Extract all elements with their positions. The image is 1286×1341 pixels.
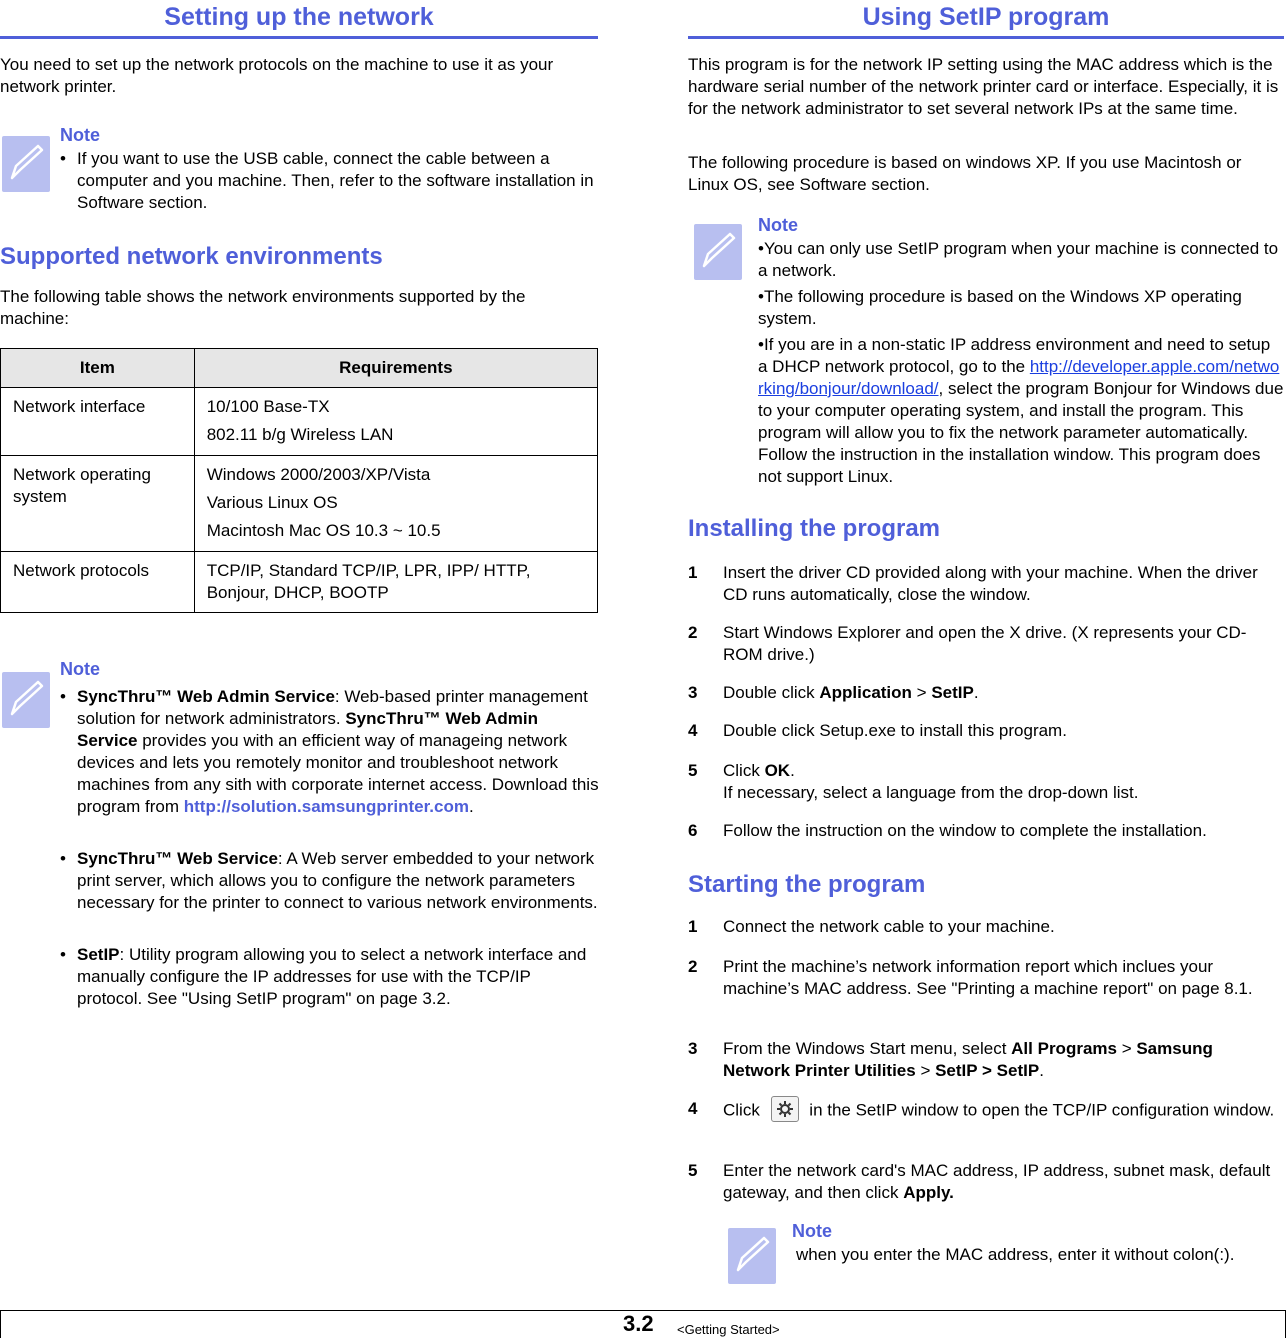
term: SyncThru™ Web Admin Service <box>77 709 539 750</box>
table-row <box>1 552 598 613</box>
step-number: 1 <box>688 563 698 582</box>
table-header-item: Item <box>1 349 195 388</box>
note-text <box>758 334 1284 488</box>
desc: : A Web server embedded to your network print server, which allows you to configure the network parameters necessary for the printer to connect to various network environments. <box>77 849 598 912</box>
bonjour-link[interactable]: http://developer.apple.com/networking/bonjour/download/ <box>758 357 1280 398</box>
step-text: Follow the instruction on the window to complete the installation. <box>723 821 1207 840</box>
note-pencil-icon <box>2 672 50 728</box>
req-line: Macintosh Mac OS 10.3 ~ 10.5 <box>206 521 441 540</box>
section-title-using-setip: Using SetIP program <box>688 0 1284 39</box>
table-cell-reqs <box>194 552 597 613</box>
step-text: Enter the network card's MAC address, IP address, subnet mask, default gateway, and then click Apply. <box>723 1161 1271 1202</box>
req-line: 10/100 Base-TX <box>206 397 330 416</box>
step-text: Start Windows Explorer and open the X drive. (X represents your CD-ROM drive.) <box>723 623 1247 664</box>
section-title-setting-up-network: Setting up the network <box>0 0 598 39</box>
supported-intro: The following table shows the network environments supported by the machine: <box>0 287 526 328</box>
network-environments-table <box>0 348 598 613</box>
setip-intro-1: This program is for the network IP setting using the MAC address which is the hardware serial number of the network printer card or interface. Especially, it is for the network administrator to set several network IPs at the same time. <box>688 55 1279 118</box>
setip-intro-2: The following procedure is based on windows XP. If you use Macintosh or Linux OS, see Software section. <box>688 153 1242 194</box>
desc: provides you with an efficient way of manageing network devices and lets you remotely monitor and troubleshoot network machines from any sith with corporate internet access. Download this program from <box>77 731 599 816</box>
note-label: Note <box>60 659 100 679</box>
req-line: 802.11 b/g Wireless LAN <box>206 425 394 444</box>
page-number: 3.2 <box>623 1311 654 1336</box>
step-text: Connect the network cable to your machine. <box>723 917 1055 936</box>
setip-config-button[interactable] <box>771 1096 799 1122</box>
step-number: 2 <box>688 623 698 642</box>
desc: . <box>468 797 474 816</box>
note-label: Note <box>758 215 798 235</box>
table-cell-item: Network interface <box>1 388 195 456</box>
table-cell-reqs <box>194 388 597 456</box>
step-number: 3 <box>688 683 698 702</box>
step-number: 6 <box>688 821 698 840</box>
note-text-a: •If you are in a non-static IP address environment and need to setup a DHCP network protocol, go to the <box>758 335 1271 376</box>
term: SyncThru™ Web Admin Service <box>77 687 335 706</box>
table-row <box>1 456 598 552</box>
gear-icon <box>772 1097 798 1121</box>
step-number: 5 <box>688 761 698 780</box>
starting-heading: Starting the program <box>688 871 926 898</box>
req-line: TCP/IP, Standard TCP/IP, LPR, IPP/ HTTP, Bonjour, DHCP, BOOTP <box>206 561 531 602</box>
step-number: 4 <box>688 1099 698 1118</box>
samsung-link[interactable]: http://solution.samsungprinter.com <box>183 797 469 816</box>
chapter-name: <Getting Started> <box>677 1322 780 1337</box>
term: SetIP <box>77 945 120 964</box>
note-label: Note <box>792 1221 832 1241</box>
step-number: 5 <box>688 1161 698 1180</box>
note-text: •You can only use SetIP program when your machine is connected to a network. <box>758 239 1279 280</box>
installing-heading: Installing the program <box>688 515 941 542</box>
note-pencil-icon <box>728 1228 776 1284</box>
step-text: Print the machine’s network information report which inclues your machine’s MAC address. See "Printing a machine report" on page 8.1. <box>723 957 1253 998</box>
step-number: 1 <box>688 917 698 936</box>
table-cell-item: Network operating system <box>1 456 195 552</box>
note-pencil-icon <box>694 224 742 280</box>
step-text: Insert the driver CD provided along with your machine. When the driver CD runs automatically, close the window. <box>723 563 1258 604</box>
note-text: If you want to use the USB cable, connect the cable between a computer and you machine. Then, refer to the software installation in Software section. <box>77 149 594 212</box>
table-header-row <box>1 349 598 388</box>
step-text: Double click Setup.exe to install this program. <box>723 721 1067 740</box>
step-text: Click in the SetIP window to open the TCP/IP configuration window. <box>723 1098 1283 1124</box>
table-header-requirements: Requirements <box>194 349 597 388</box>
note-label: Note <box>60 125 100 145</box>
step-number: 4 <box>688 721 698 740</box>
req-line: Various Linux OS <box>206 493 338 512</box>
table-row <box>1 388 598 456</box>
table-cell-reqs <box>194 456 597 552</box>
step-text: Double click Application > SetIP. <box>723 683 979 702</box>
supported-network-heading: Supported network environments <box>0 243 383 270</box>
note-text-b: , select the program Bonjour for Windows due to your computer operating system, and install the program. This program will allow you to fix the network parameter automatically. Follow the instruction in the installation window. This program does not support Linux. <box>758 379 1284 486</box>
note-text: •The following procedure is based on the Windows XP operating system. <box>758 287 1242 328</box>
term: SyncThru™ Web Service <box>77 849 278 868</box>
step-number: 3 <box>688 1039 698 1058</box>
step-number: 2 <box>688 957 698 976</box>
note-text: when you enter the MAC address, enter it without colon(:). <box>796 1245 1235 1264</box>
desc: : Web-based printer management solution for network administrators. <box>77 687 588 728</box>
table-cell-item: Network protocols <box>1 552 195 613</box>
note-pencil-icon <box>2 136 50 192</box>
step-text: Click OK. If necessary, select a language from the drop-down list. <box>723 761 1139 802</box>
step-text: From the Windows Start menu, select All Programs > Samsung Network Printer Utilities > SetIP > SetIP. <box>723 1039 1213 1080</box>
intro-paragraph: You need to set up the network protocols on the machine to use it as your network printer. <box>0 55 554 96</box>
desc: : Utility program allowing you to select a network interface and manually configure the IP addresses for use with the TCP/IP protocol. See "Using SetIP program" on page 3.2. <box>77 945 587 1008</box>
left-column: Setting up the network You need to set up the network protocols on the machine to use it as your network printer. Note • If you want to use the USB cable, connect the cable between a computer and you machine. Then, refer to the software installation in Software section. Supported network environments The following table shows the network environments supported by the machine: <box>0 0 598 39</box>
req-line: Windows 2000/2003/XP/Vista <box>206 465 431 484</box>
page-footer <box>0 1310 1286 1338</box>
right-column <box>688 0 1284 1264</box>
